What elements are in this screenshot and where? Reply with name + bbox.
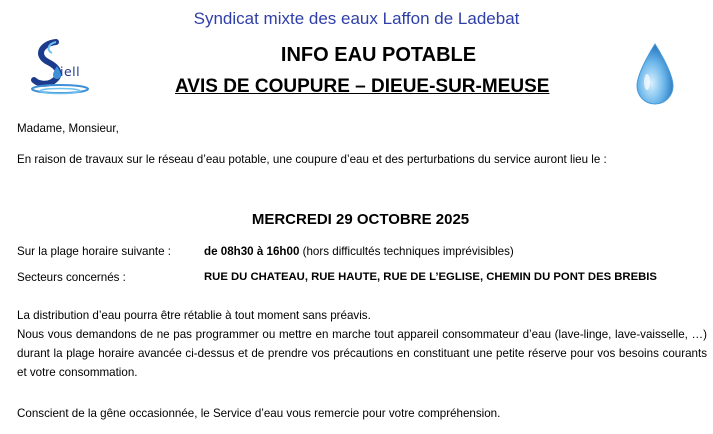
paragraph-line: La distribution d’eau pourra être rétablie à tout moment sans préavis. [17,309,371,322]
hours-note: (hors difficultés techniques imprévisibles) [299,245,514,258]
closing-text: Conscient de la gêne occasionnée, le Service d’eau vous remercie pour votre compréhension. [17,407,501,420]
outage-date: MERCREDI 29 OCTOBRE 2025 [251,211,470,228]
water-drop-icon [633,42,677,110]
hours-value: de 08h30 à 16h00 [204,245,300,258]
page-title: INFO EAU POTABLE [280,44,477,66]
organization-name: Syndicat mixte des eaux Laffon de Ladebat [193,9,520,28]
paragraph-restoration [17,306,707,382]
paragraph-text: Nous vous demandons de ne pas programmer ou mettre en marche tout appareil consommateur d’eau (lave-linge, lave-vaisselle, …) durant la plage horaire avancée ci-dessus et de prendre vos précautions en constituant une petite réserve pour vos besoins courants et votre consommation. [17,328,707,379]
greeting: Madame, Monsieur, [17,122,119,135]
sectors-value: RUE DU CHATEAU, RUE HAUTE, RUE DE L’EGLISE, CHEMIN DU PONT DES BREBIS [204,271,657,283]
hours-label: Sur la plage horaire suivante : [17,245,172,258]
hours-value-line [204,245,514,258]
logo-text: iell [60,64,81,79]
sectors-label: Secteurs concernés : [17,271,126,284]
page-subtitle: AVIS DE COUPURE – DIEUE-SUR-MEUSE [175,76,550,97]
intro-text: En raison de travaux sur le réseau d’eau potable, une coupure d’eau et des perturbations du service auront lieu le : [17,153,607,166]
